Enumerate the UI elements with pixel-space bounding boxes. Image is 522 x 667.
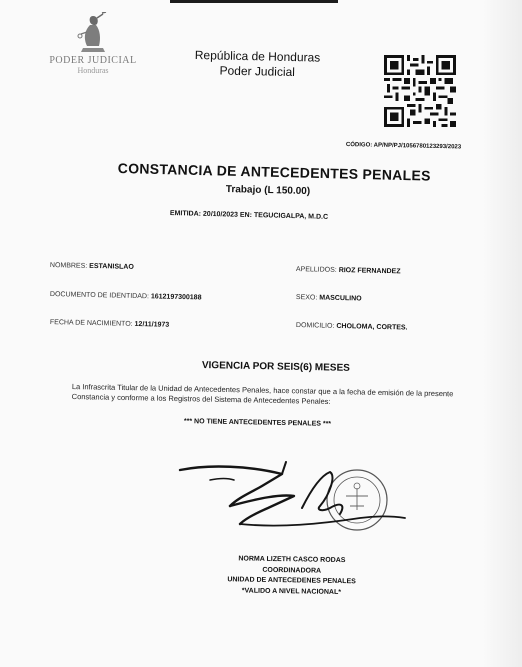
logo-title: PODER JUDICIAL bbox=[49, 55, 137, 66]
field-label: NOMBRES: bbox=[49, 262, 88, 270]
field-value: CHOLOMA, CORTES. bbox=[336, 322, 408, 332]
issue-info: EMITIDA: 20/10/2023 EN: TEGUCIGALPA, M.D.C bbox=[169, 210, 329, 221]
field-documento bbox=[50, 291, 202, 301]
signature-and-stamp bbox=[170, 458, 420, 553]
field-sexo bbox=[296, 294, 362, 302]
field-nacimiento bbox=[50, 319, 169, 329]
qr-code-icon bbox=[384, 55, 456, 127]
page-shadow bbox=[482, 0, 522, 667]
field-label: SEXO: bbox=[295, 294, 318, 302]
field-value: MASCULINO bbox=[319, 294, 362, 303]
validity-note: *VALIDO A NIVEL NACIONAL* bbox=[241, 586, 342, 596]
field-apellidos bbox=[296, 266, 401, 275]
field-value: RIOZ FERNANDEZ bbox=[338, 266, 401, 276]
field-value: 1612197300188 bbox=[150, 293, 202, 302]
field-domicilio bbox=[296, 322, 408, 332]
signature-icon bbox=[180, 462, 405, 526]
page-subtitle: Trabajo (L 150.00) bbox=[225, 184, 311, 198]
field-nombres bbox=[50, 262, 134, 271]
field-label: DOMICILIO: bbox=[295, 322, 335, 330]
scan-edge bbox=[170, 0, 338, 3]
poder-judicial-logo bbox=[48, 12, 138, 75]
country-name: República de Honduras bbox=[194, 48, 321, 65]
signer-block bbox=[211, 554, 372, 599]
header-text bbox=[194, 48, 320, 81]
signer-role: COORDINADORA bbox=[262, 566, 322, 575]
field-label: DOCUMENTO DE IDENTIDAD: bbox=[49, 291, 150, 301]
validity-heading: VIGENCIA POR SEIS(6) MESES bbox=[201, 360, 350, 374]
document-code: CÓDIGO: AP/NP/PJ/1056780123293/2023 bbox=[345, 142, 462, 151]
signer-unit: UNIDAD DE ANTECEDENES PENALES bbox=[227, 576, 356, 586]
institution-name: Poder Judicial bbox=[219, 63, 296, 80]
certification-paragraph: La Infrascrita Titular de la Unidad de Antecedentes Penales, hace constar que a la fecha de emisión de la presente Constancia y conforme a los Registros del Sistema de Antecedentes Penales: bbox=[71, 382, 454, 406]
page-title: CONSTANCIA DE ANTECEDENTES PENALES bbox=[117, 160, 431, 184]
field-value: ESTANISLAO bbox=[89, 262, 134, 271]
result-statement: *** NO TIENE ANTECEDENTES PENALES *** bbox=[183, 418, 332, 428]
field-value: 12/11/1973 bbox=[134, 320, 170, 329]
signer-name: NORMA LIZETH CASCO RODAS bbox=[238, 555, 346, 565]
justice-figure-icon bbox=[73, 12, 113, 54]
field-label: APELLIDOS: bbox=[295, 266, 337, 274]
field-label: FECHA DE NACIMIENTO: bbox=[49, 319, 133, 328]
logo-subtitle: Honduras bbox=[77, 66, 109, 75]
